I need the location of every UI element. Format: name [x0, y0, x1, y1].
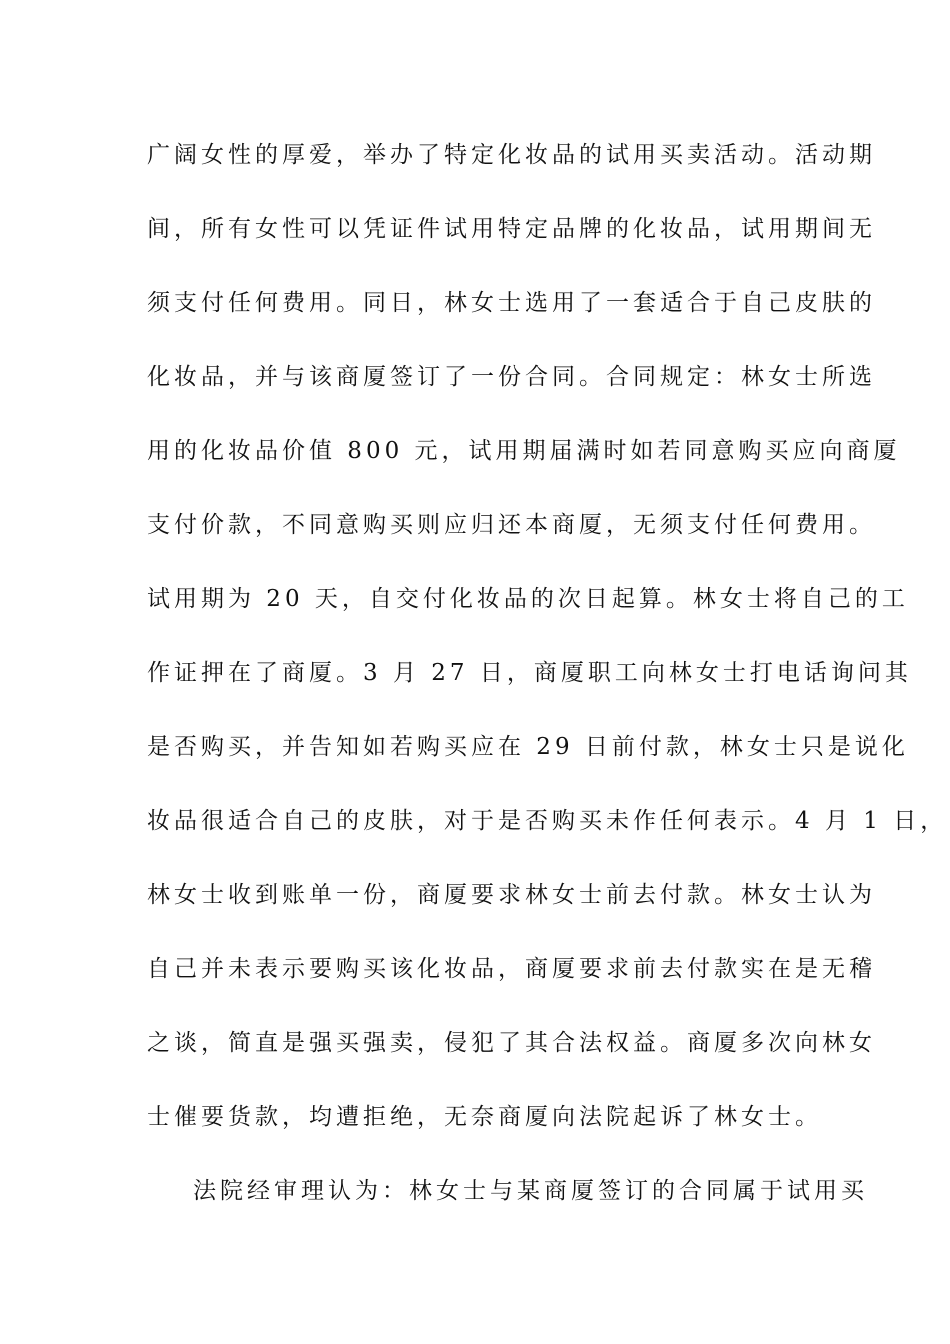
- text-line: 之谈，简直是强买强卖，侵犯了其合法权益。商厦多次向林女: [147, 1030, 876, 1056]
- text-line: 支付价款，不同意购买则应归还本商厦，无须支付任何费用。: [147, 512, 876, 538]
- text-line: 作证押在了商厦。3 月 27 日，商厦职工向林女士打电话询问其: [147, 660, 912, 686]
- text-line: 是否购买，并告知如若购买应在 29 日前付款，林女士只是说化: [147, 734, 909, 760]
- text-line: 用的化妆品价值 800 元，试用期届满时如若同意购买应向商厦: [147, 438, 901, 464]
- paragraph-start-line: 法院经审理认为：林女士与某商厦签订的合同属于试用买: [193, 1178, 868, 1204]
- text-line: 林女士收到账单一份，商厦要求林女士前去付款。林女士认为: [147, 882, 876, 908]
- text-line: 妆品很适合自己的皮肤，对于是否购买未作任何表示。4 月 1 日，: [147, 808, 948, 834]
- text-line: 广阔女性的厚爱，举办了特定化妆品的试用买卖活动。活动期: [147, 142, 876, 168]
- body-text: [147, 133, 948, 1243]
- text-line: 须支付任何费用。同日，林女士选用了一套适合于自己皮肤的: [147, 290, 876, 316]
- text-line: 士催要货款，均遭拒绝，无奈商厦向法院起诉了林女士。: [147, 1104, 822, 1130]
- text-line: 自己并未表示要购买该化妆品，商厦要求前去付款实在是无稽: [147, 956, 876, 982]
- text-line: 化妆品，并与该商厦签订了一份合同。合同规定：林女士所选: [147, 364, 876, 390]
- text-line: 间，所有女性可以凭证件试用特定品牌的化妆品，试用期间无: [147, 216, 876, 242]
- text-line: 试用期为 20 天，自交付化妆品的次日起算。林女士将自己的工: [147, 586, 909, 612]
